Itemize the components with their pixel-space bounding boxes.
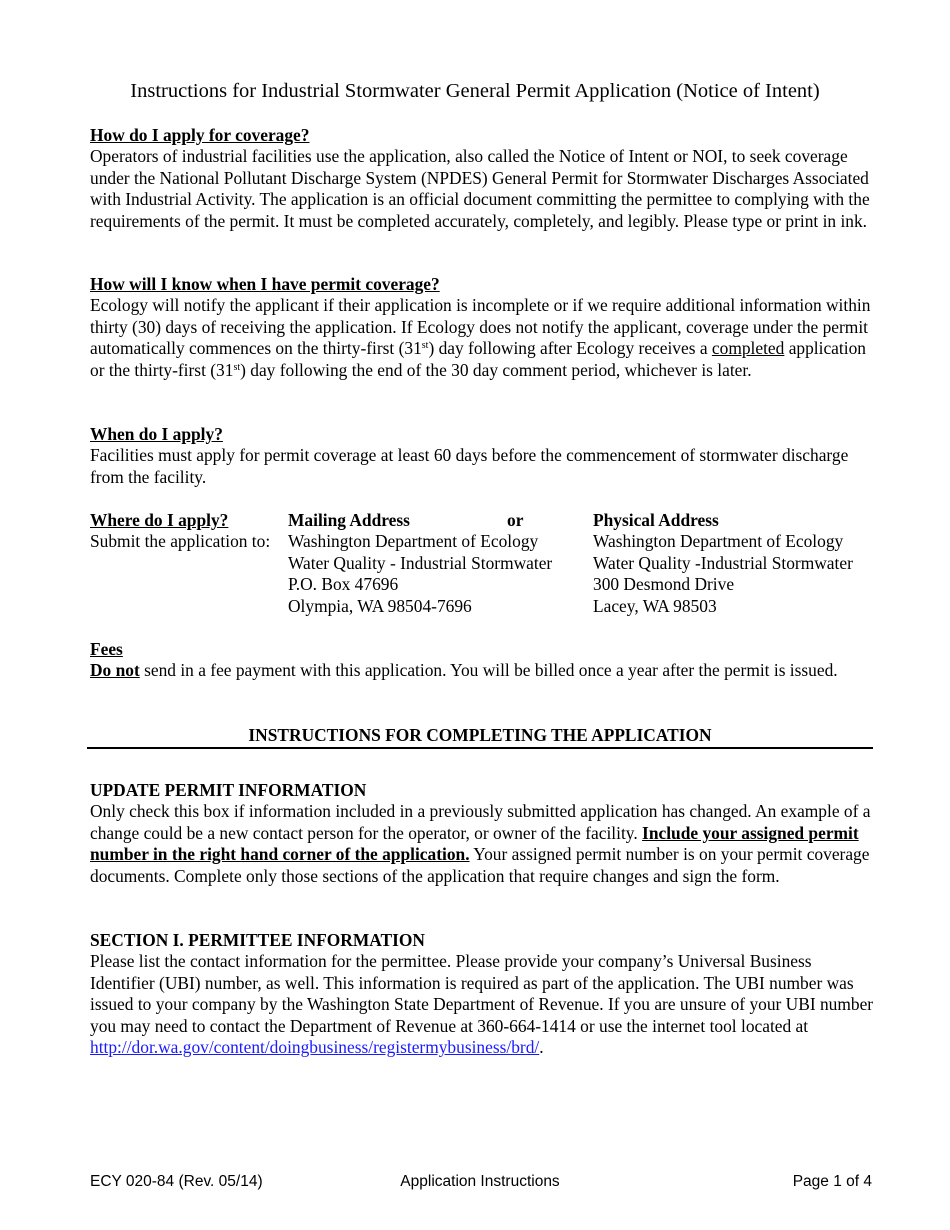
text-run: application or the thirty-first (31	[90, 338, 866, 380]
section-update-permit	[90, 780, 875, 887]
superscript: st	[421, 340, 429, 352]
footer-page-number: Page 1 of 4	[792, 1173, 872, 1190]
text-run: ) day following the end of the 30 day comment period, whichever is later.	[240, 359, 752, 380]
section-when-apply	[90, 424, 875, 488]
mailing-line: Water Quality - Industrial Stormwater	[288, 552, 553, 573]
text-run: Your assigned permit number is on your permit coverage documents. Complete only those sections of the application that require changes and sign the form.	[90, 844, 870, 886]
text-run: Only check this box if information included in a previously submitted application has changed. An example of a change could be a new contact person for the operator, or owner of the facility.	[90, 801, 871, 843]
submit-label: Submit the application to:	[90, 531, 271, 552]
paragraph-update-permit	[90, 801, 875, 887]
brd-link[interactable]: http://dor.wa.gov/content/doingbusiness/registermybusiness/brd/	[90, 1037, 540, 1058]
footer-form-number: ECY 020-84 (Rev. 05/14)	[90, 1173, 263, 1190]
heading-when-apply: When do I apply?	[90, 424, 223, 444]
section-fees	[90, 639, 875, 682]
where-column	[90, 510, 270, 553]
mailing-line: Washington Department of Ecology	[288, 531, 539, 552]
physical-line: Washington Department of Ecology	[593, 531, 844, 552]
mailing-line: P.O. Box 47696	[288, 574, 399, 595]
instructions-heading: INSTRUCTIONS FOR COMPLETING THE APPLICATION	[87, 725, 873, 749]
heading-permit-coverage: How will I know when I have permit coverage?	[90, 274, 440, 294]
section-apply-coverage	[90, 125, 875, 232]
physical-address	[593, 510, 853, 617]
heading-permittee-info: SECTION I. PERMITTEE INFORMATION	[90, 930, 425, 950]
paragraph-fees	[90, 660, 875, 681]
paragraph-when-apply: Facilities must apply for permit coverage at least 60 days before the commencement of stormwater discharge from the facility.	[90, 445, 849, 487]
paragraph-permittee-info	[90, 951, 875, 1058]
underlined-completed: completed	[711, 338, 785, 359]
heading-apply-coverage: How do I apply for coverage?	[90, 125, 310, 145]
text-run: Ecology will notify the applicant if their application is incomplete or if we require additional information within thirty (30) days of receiving the application. If Ecology does not notify the applicant, coverage under the permit automatically commences on the thirty-first (31	[90, 295, 871, 359]
or-label: or	[507, 510, 524, 530]
mailing-address-heading: Mailing Address	[288, 510, 410, 530]
heading-update-permit: UPDATE PERMIT INFORMATION	[90, 780, 367, 800]
heading-where-apply: Where do I apply?	[90, 510, 229, 530]
page-title: Instructions for Industrial Stormwater General Permit Application (Notice of Intent)	[130, 80, 820, 102]
paragraph-apply-coverage: Operators of industrial facilities use the application, also called the Notice of Intent or NOI, to seek coverage under the National Pollutant Discharge System (NPDES) General Permit for Stormwater Discharges Associated with Industrial Activity. The application is an official document committing the permittee to complying with the requirements of the permit. It must be completed accurately, completely, and legibly. Please type or print in ink.	[90, 146, 870, 231]
do-not-emphasis: Do not	[90, 660, 140, 681]
section-permittee-info	[90, 930, 875, 1058]
superscript: st	[233, 361, 241, 373]
physical-address-heading: Physical Address	[593, 510, 719, 530]
paragraph-permit-coverage	[90, 295, 875, 381]
physical-line: Lacey, WA 98503	[593, 595, 717, 616]
physical-line: Water Quality -Industrial Stormwater	[593, 552, 853, 573]
section-permit-coverage	[90, 274, 875, 381]
text-run: ) day following after Ecology receives a	[428, 338, 712, 359]
physical-line: 300 Desmond Drive	[593, 574, 735, 595]
text-run: Please list the contact information for the permittee. Please provide your company’s Universal Business Identifier (UBI) number, as well. This information is required as part of the application. The UBI number was issued to your company by the Washington State Department of Revenue. If you are unsure of your UBI number you may need to contact the Department of Revenue at 360-664-1414 or use the internet tool located at	[90, 951, 874, 1036]
footer-center-title: Application Instructions	[400, 1173, 560, 1190]
mailing-line: Olympia, WA 98504-7696	[288, 595, 472, 616]
text-run: send in a fee payment with this application. You will be billed once a year after the permit is issued.	[139, 660, 838, 681]
heading-fees: Fees	[90, 639, 123, 659]
text-run: .	[539, 1037, 544, 1058]
permit-number-emphasis: Include your assigned permit number in the right hand corner of the application.	[90, 822, 859, 865]
